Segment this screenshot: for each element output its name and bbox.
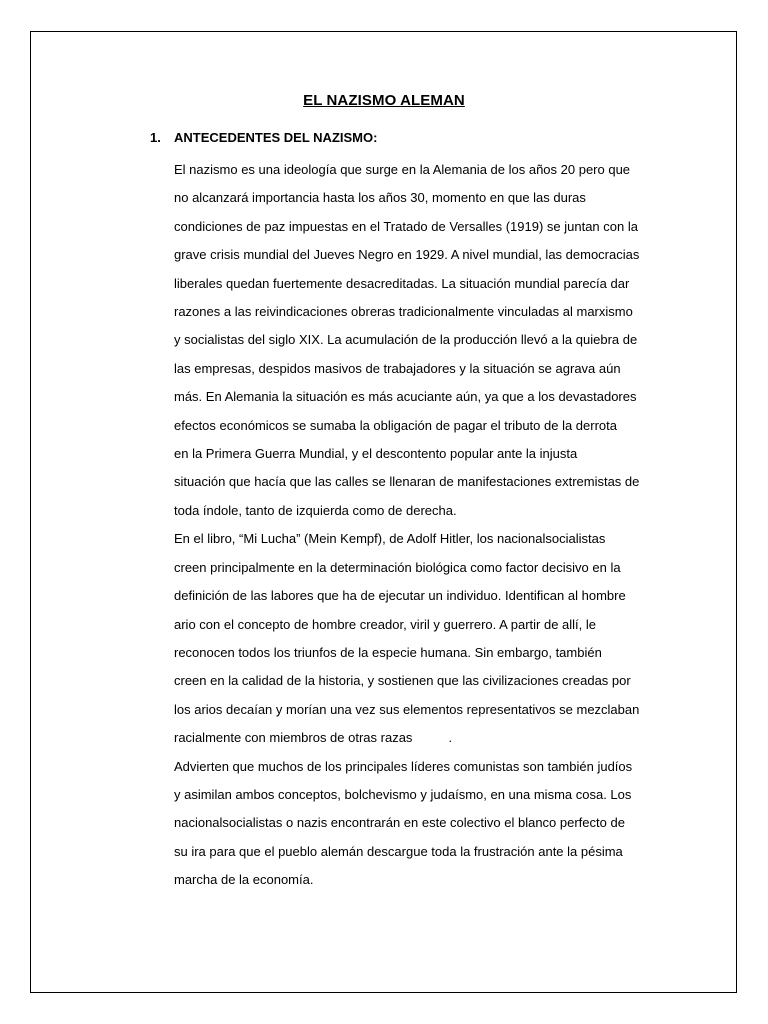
section-heading-text: ANTECEDENTES DEL NAZISMO: — [174, 130, 378, 145]
section-body — [174, 156, 670, 895]
text-line: reconocen todos los triunfos de la especie humana. Sin embargo, también — [174, 644, 602, 660]
text-line: condiciones de paz impuestas en el Tratado de Versalles (1919) se juntan con la — [174, 218, 638, 234]
text-line: liberales quedan fuertemente desacreditadas. La situación mundial parecía dar — [174, 275, 630, 291]
text-line: En el libro, “Mi Lucha” (Mein Kempf), de Adolf Hitler, los nacionalsocialistas — [174, 531, 606, 547]
text-line: efectos económicos se sumaba la obligación de pagar el tributo de la derrota — [174, 417, 617, 433]
text-line: nacionalsocialistas o nazis encontrarán en este colectivo el blanco perfecto de — [174, 815, 625, 831]
text-line: creen en la calidad de la historia, y sostienen que las civilizaciones creadas por — [174, 673, 631, 689]
text-line: razones a las reivindicaciones obreras tradicionalmente vinculadas al marxismo — [174, 304, 633, 320]
text-line: toda índole, tanto de izquierda como de derecha. — [174, 502, 457, 518]
text-line: marcha de la economía. — [174, 872, 314, 888]
section-antecedentes — [150, 128, 670, 895]
text-line: más. En Alemania la situación es más acuciante aún, ya que a los devastadores — [174, 389, 637, 405]
text-line: su ira para que el pueblo alemán descargue toda la frustración ante la pésima — [174, 843, 623, 859]
text-line: situación que hacía que las calles se llenaran de manifestaciones extremistas de — [174, 474, 640, 490]
text-line: y asimilan ambos conceptos, bolchevismo y judaísmo, en una misma cosa. Los — [174, 786, 632, 802]
text-line: en la Primera Guerra Mundial, y el descontento popular ante la injusta — [174, 446, 578, 462]
document-title: EL NAZISMO ALEMAN — [303, 92, 465, 109]
text-line: definición de las labores que ha de ejecutar un individuo. Identifican al hombre — [174, 588, 626, 604]
section-number: 1. — [150, 130, 161, 145]
text-line: racialmente con miembros de otras razas . — [174, 730, 453, 746]
text-line: creen principalmente en la determinación biológica como factor decisivo en la — [174, 559, 621, 575]
section-heading — [150, 128, 670, 148]
text-line: Advierten que muchos de los principales líderes comunistas son también judíos — [174, 758, 633, 774]
text-line: grave crisis mundial del Jueves Negro en 1929. A nivel mundial, las democracias — [174, 247, 640, 263]
text-line: ario con el concepto de hombre creador, viril y guerrero. A partir de allí, le — [174, 616, 596, 632]
text-line: El nazismo es una ideología que surge en la Alemania de los años 20 pero que — [174, 162, 631, 177]
text-line: y socialistas del siglo XIX. La acumulación de la producción llevó a la quiebra de — [174, 332, 638, 348]
text-line: las empresas, despidos masivos de trabajadores y la situación se agrava aún — [174, 360, 621, 376]
text-line: los arios decaían y morían una vez sus elementos representativos se mezclaban — [174, 701, 640, 717]
text-line: no alcanzará importancia hasta los años 30, momento en que las duras — [174, 190, 586, 206]
